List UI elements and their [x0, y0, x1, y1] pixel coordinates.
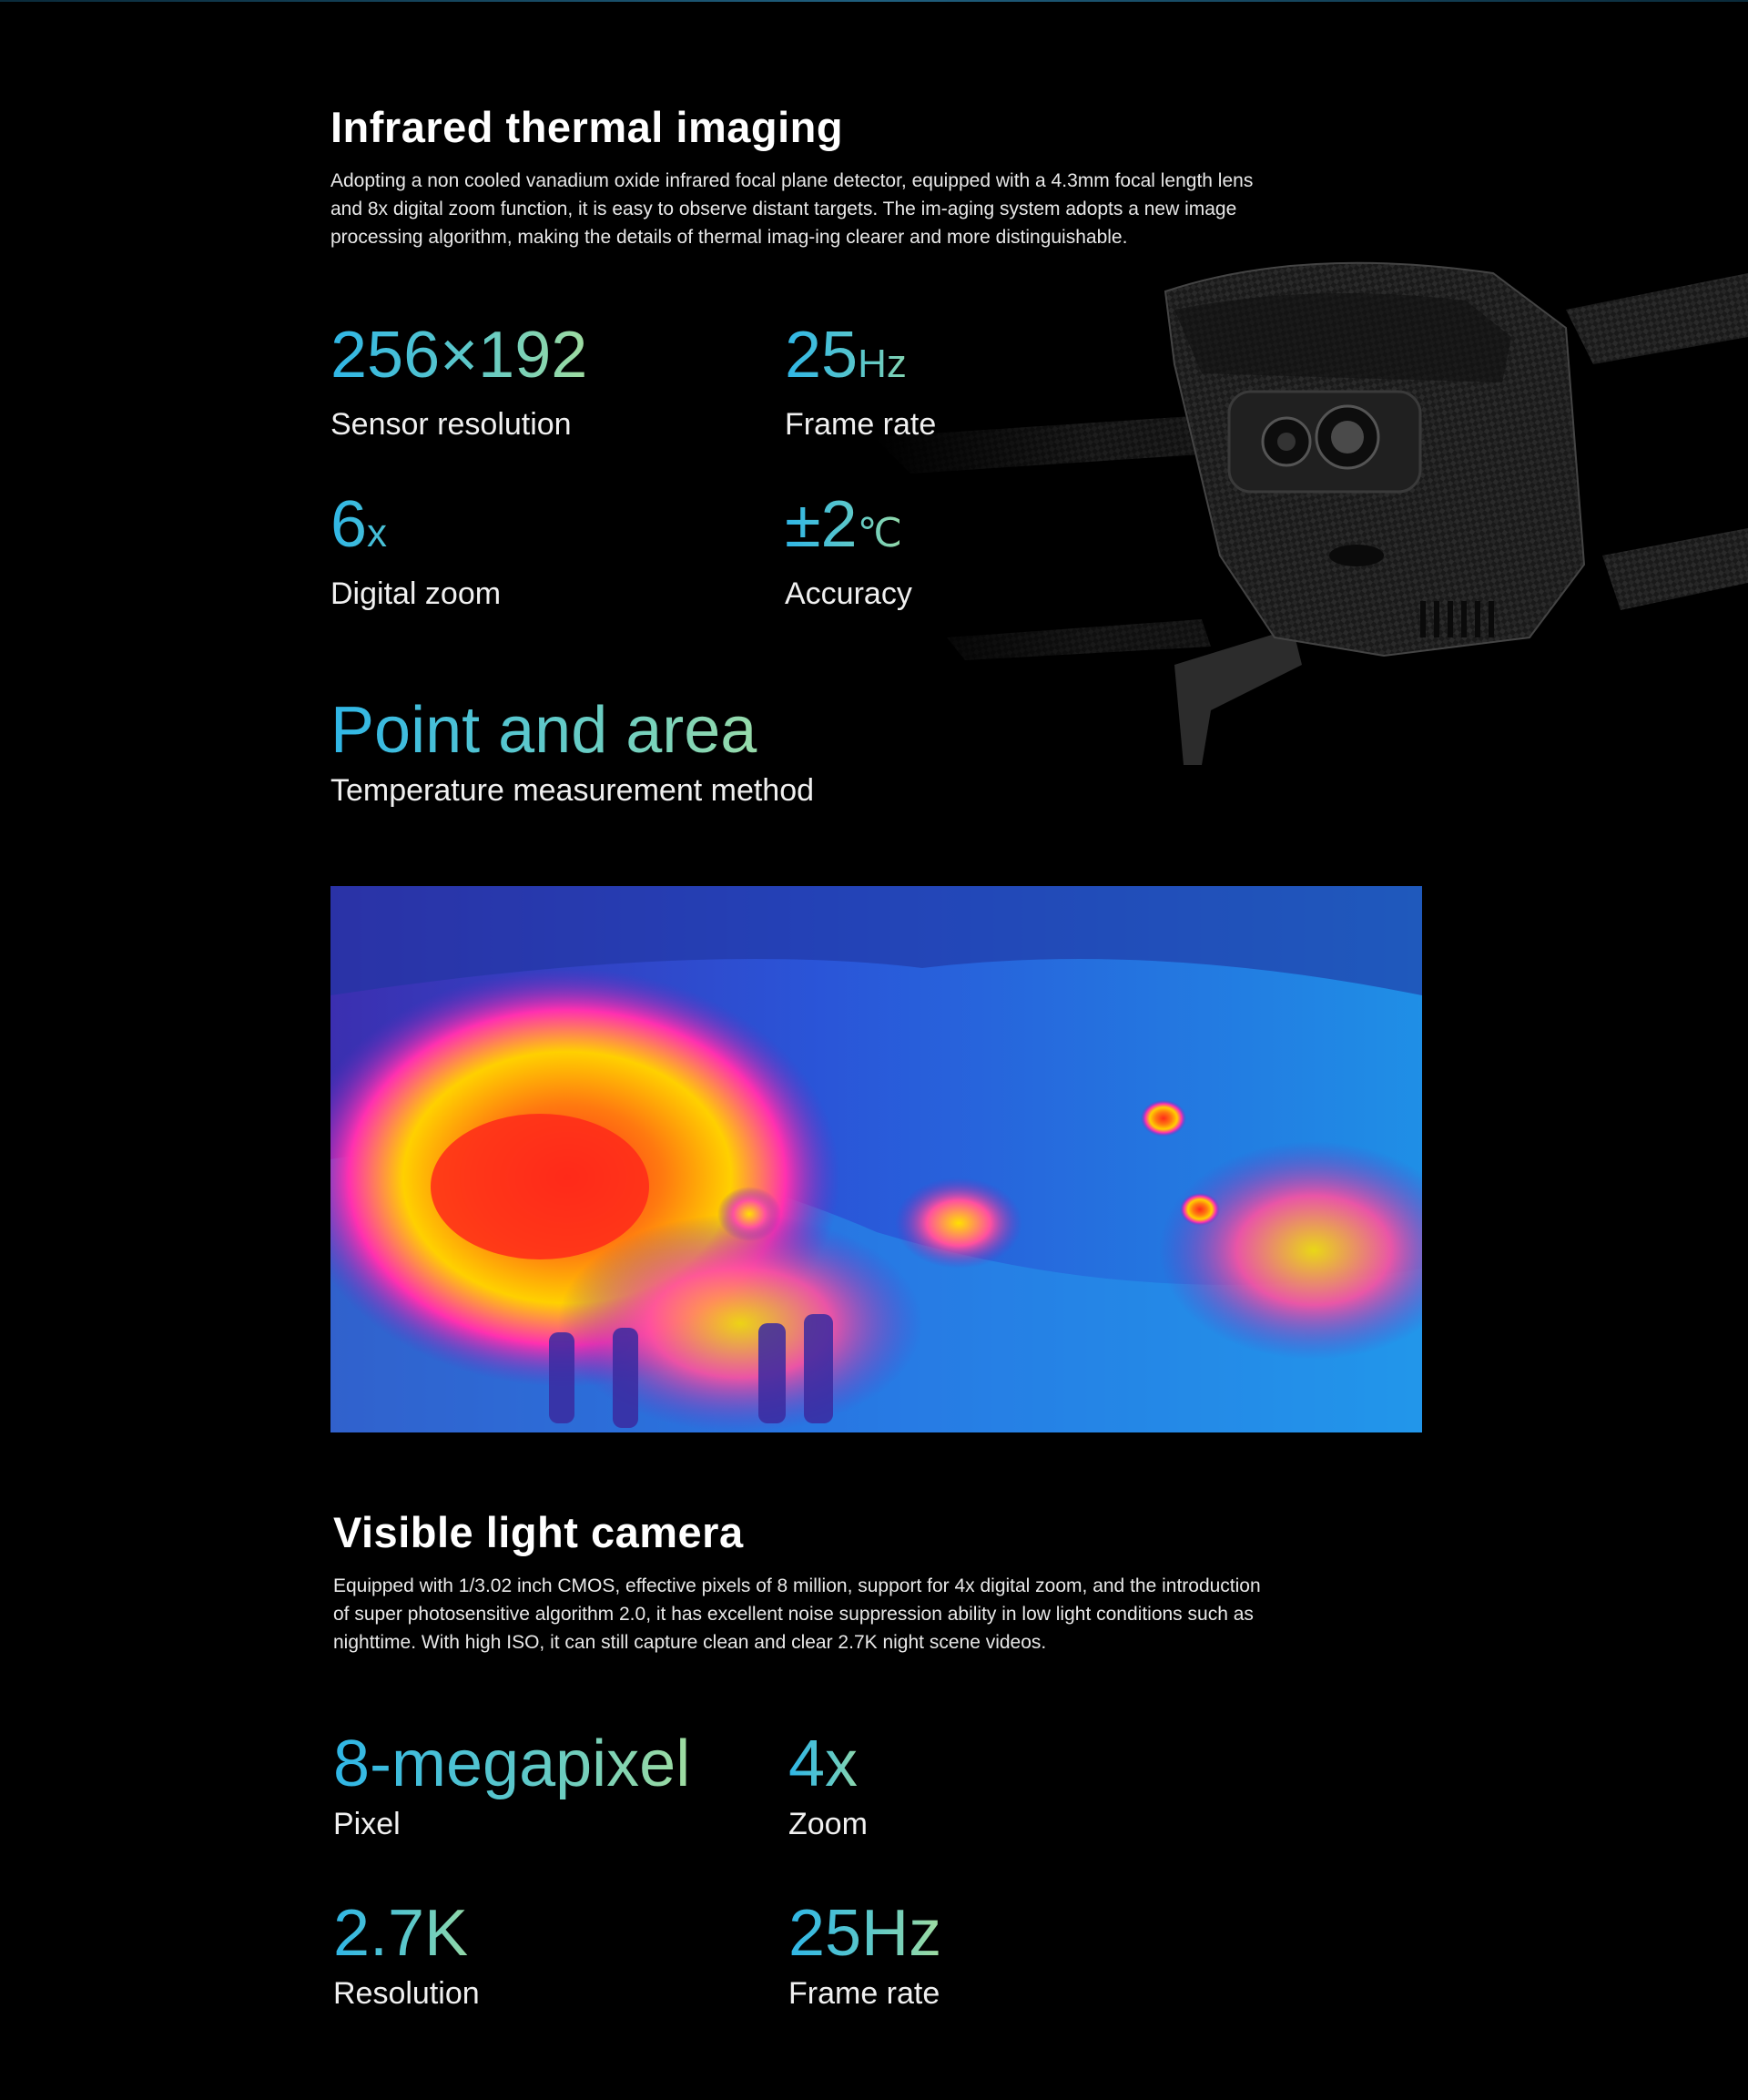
- stat-value: 4x: [788, 1728, 868, 1800]
- stat-label: Accuracy: [785, 576, 912, 611]
- stat-value: 25Hz: [785, 319, 936, 401]
- stat-zoom: [788, 1728, 868, 1842]
- thermal-title: Infrared thermal imaging: [330, 103, 844, 151]
- stat-visible-frame-rate: [788, 1897, 941, 2012]
- stat-label: Frame rate: [788, 1976, 940, 2011]
- visible-title: Visible light camera: [333, 1508, 744, 1556]
- method-heading: Point and area: [330, 694, 814, 767]
- stat-frame-rate: [785, 319, 936, 443]
- thermal-image: [330, 886, 1422, 1432]
- stat-value: ±2℃: [785, 488, 912, 570]
- stat-label: Resolution: [333, 1976, 480, 2011]
- stat-label: Digital zoom: [330, 576, 502, 611]
- stat-label: Zoom: [788, 1807, 868, 1841]
- visible-description: Equipped with 1/3.02 inch CMOS, effective pixels of 8 million, support for 4x digital zoom, and the introduction of super photosensitive algorithm 2.0, it has excellent noise suppression ability in low light conditions such as nighttime. With high ISO, it can still capture clean and clear 2.7K night scene videos.: [333, 1575, 1261, 1653]
- thermal-section: [330, 102, 1268, 251]
- measurement-method: [330, 694, 814, 809]
- stat-label: Frame rate: [785, 407, 937, 442]
- stat-digital-zoom: [330, 488, 501, 612]
- stat-value: 8-megapixel: [333, 1728, 691, 1800]
- stat-sensor-resolution: [330, 319, 587, 443]
- top-divider: [0, 0, 1748, 2]
- visible-section: [333, 1507, 1271, 1657]
- stat-resolution: [333, 1897, 480, 2012]
- drone-illustration: [874, 255, 1748, 847]
- stat-accuracy: [785, 488, 912, 612]
- stat-value: 25Hz: [788, 1897, 942, 1970]
- stat-value: 6x: [330, 488, 501, 570]
- thermal-description: Adopting a non cooled vanadium oxide infrared focal plane detector, equipped with a 4.3mm focal length lens and 8x digital zoom function, it is easy to observe distant targets. The im-aging system adopts a new image processing algorithm, making the details of thermal imag-ing clearer and more distinguishable.: [330, 170, 1254, 248]
- stat-label: Sensor resolution: [330, 407, 572, 442]
- method-label: Temperature measurement method: [330, 773, 815, 808]
- stat-value: 2.7K: [333, 1897, 480, 1970]
- stat-pixel: [333, 1728, 690, 1842]
- stat-value: 256×192: [330, 319, 587, 401]
- stat-label: Pixel: [333, 1807, 401, 1841]
